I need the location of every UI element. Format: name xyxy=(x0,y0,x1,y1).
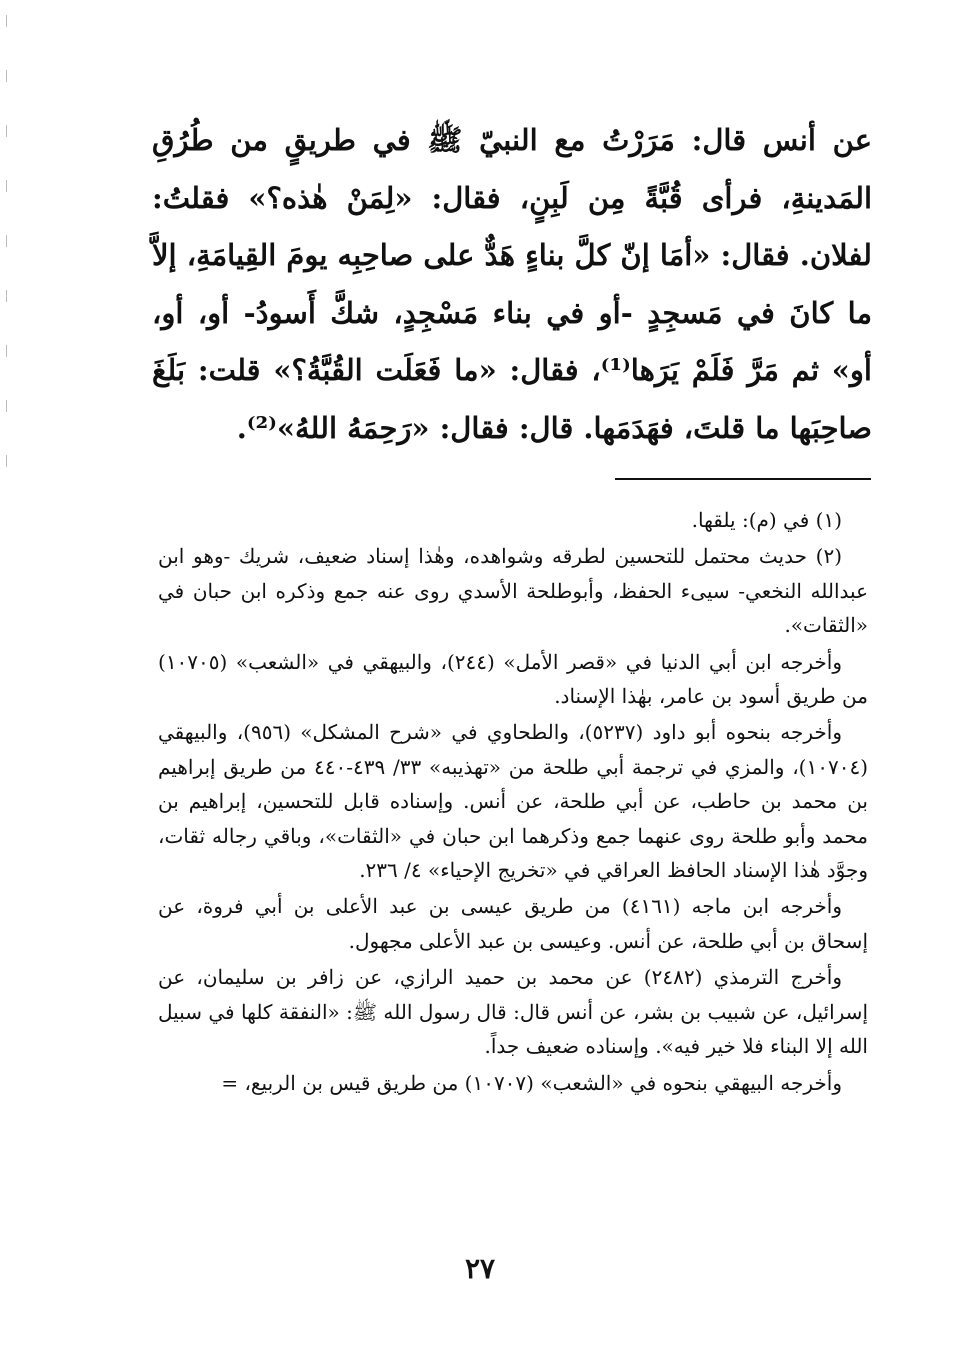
scan-edge-marks xyxy=(6,0,8,1367)
footnote-paragraph: وأخرجه ابن ماجه (٤١٦١) من طريق عيسى بن عبد الأعلى بن أبي فروة، عن إسحاق بن أبي طلحة، عن أنس. وعيسى بن عبد الأعلى مجهول. xyxy=(158,894,868,953)
footnote-separator xyxy=(615,478,871,480)
footnotes-block xyxy=(158,503,868,1102)
footnote-1: (١) في (م): يلقها. xyxy=(691,508,842,532)
page-number: ٢٧ xyxy=(464,1252,496,1285)
footnote-2: (٢) حديث محتمل للتحسين لطرقه وشواهده، وهٰذا إسناد ضعيف، شريك -وهو ابن عبدالله النخعي- سيىء الحفظ، وأبوطلحة الأسدي روى عنه جمع وذكره ابن حبان في «الثقات». xyxy=(158,544,868,638)
main-text-block xyxy=(152,112,872,457)
footnote-paragraph: وأخرجه بنحوه أبو داود (٥٢٣٧)، والطحاوي في «شرح المشكل» (٩٥٦)، والبيهقي (١٠٧٠٤)، والمزي في ترجمة أبي طلحة من «تهذيبه» ٣٣/ ٤٣٩-٤٤٠ من طريق إبراهيم بن محمد بن حاطب، عن أبي طلحة، عن أنس. وإسناده قابل للتحسين، إبراهيم بن محمد وأبو طلحة روى عنهما جمع وذكرهما ابن حبان في «الثقات»، وباقي رجاله ثقات، وجوَّد هٰذا الإسناد الحافظ العراقي في «تخريج الإحياء» ٤/ ٢٣٦. xyxy=(158,720,869,883)
main-paragraph: عن أنس قال: مَرَرْتُ مع النبيّ ﷺ في طريقٍ من طُرُقِ المَدينةِ، فرأى قُبَّةً مِن لَبِنٍ، فقال: «لِمَنْ هٰذه؟» فقلتُ: لفلان. فقال: «أمَا إنّ كلَّ بناءٍ هَدٌّ على صاحِبِه يومَ القِيامَةِ، إلاَّ ما كانَ في مَسجِدٍ -أو في بناء مَسْجِدٍ، شكَّ أَسودُ- أو، أو، أو» ثم مَرَّ فَلَمْ يَرَها⁽¹⁾، فقال: «ما فَعَلَت القُبَّةُ؟» قلت: بَلَغَ صاحِبَها ما قلتَ، فهَدَمَها. قال: فقال: «رَحِمَهُ اللهُ»⁽²⁾. xyxy=(152,123,872,445)
footnote-paragraph: وأخرجه البيهقي بنحوه في «الشعب» (١٠٧٠٧) من طريق قيس بن الربيع، = xyxy=(221,1070,842,1095)
footnote-paragraph: وأخرج الترمذي (٢٤٨٢) عن محمد بن حميد الرازي، عن زافر بن سليمان، عن إسرائيل، عن شبيب بن بشر، عن أنس قال: قال رسول الله ﷺ: «النفقة كلها في سبيل الله إلا البناء فلا خير فيه». وإسناده ضعيف جداً. xyxy=(158,965,868,1059)
footnote-paragraph: وأخرجه ابن أبي الدنيا في «قصر الأمل» (٢٤٤)، والبيهقي في «الشعب» (١٠٧٠٥) من طريق أسود بن عامر، بهٰذا الإسناد. xyxy=(158,649,868,709)
